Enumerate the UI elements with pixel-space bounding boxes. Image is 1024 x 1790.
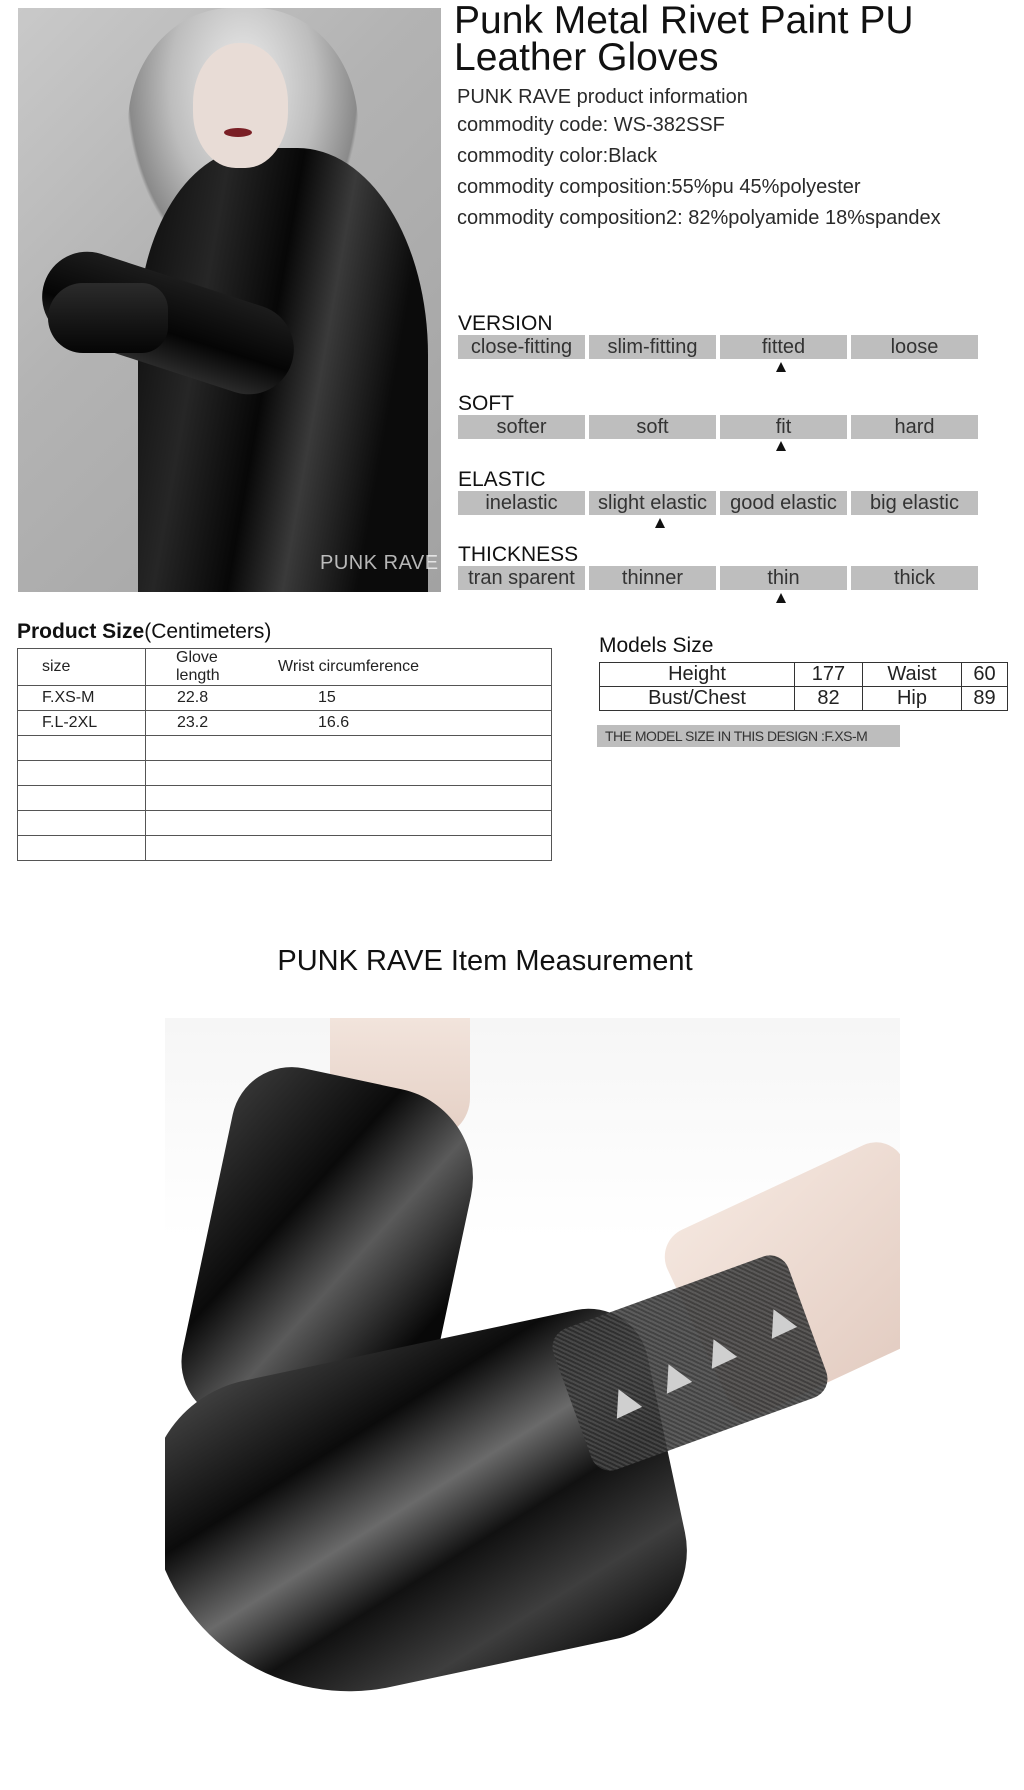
model-photo xyxy=(18,8,441,592)
table-cell xyxy=(18,786,146,811)
elastic-option: big elastic xyxy=(851,491,978,515)
version-option: fitted xyxy=(720,335,847,359)
version-option: close-fitting xyxy=(458,335,585,359)
model-size-note: THE MODEL SIZE IN THIS DESIGN :F.XS-M xyxy=(597,725,900,747)
table-row xyxy=(18,736,552,761)
table-cell: 16.6 xyxy=(247,711,552,736)
table-cell xyxy=(146,736,248,761)
table-cell: Hip xyxy=(862,687,961,711)
table-cell: 22.8 xyxy=(146,686,248,711)
elastic-label: ELASTIC xyxy=(458,468,546,491)
table-cell xyxy=(247,836,552,861)
table-header-cell: Glove length xyxy=(146,649,248,686)
table-cell: 60 xyxy=(962,663,1008,687)
version-scale xyxy=(458,335,978,359)
thickness-scale xyxy=(458,566,978,590)
table-cell: 23.2 xyxy=(146,711,248,736)
table-header-cell: size xyxy=(18,649,146,686)
elastic-option: inelastic xyxy=(458,491,585,515)
table-header-cell: Wrist circumference xyxy=(247,649,552,686)
table-row xyxy=(18,786,552,811)
elastic-option: good elastic xyxy=(720,491,847,515)
version-option: slim-fitting xyxy=(589,335,716,359)
table-cell: 89 xyxy=(962,687,1008,711)
commodity-code: commodity code: WS-382SSF xyxy=(457,114,725,136)
commodity-composition: commodity composition:55%pu 45%polyester xyxy=(457,176,861,198)
table-cell: F.L-2XL xyxy=(18,711,146,736)
elastic-scale xyxy=(458,491,978,515)
thickness-option: thinner xyxy=(589,566,716,590)
product-size-table xyxy=(17,648,552,861)
version-label: VERSION xyxy=(458,312,553,335)
product-title: Punk Metal Rivet Paint PU Leather Gloves xyxy=(454,0,914,79)
table-cell: Height xyxy=(600,663,795,687)
gloves-product-photo xyxy=(165,1018,900,1753)
commodity-composition2: commodity composition2: 82%polyamide 18%spandex xyxy=(457,207,941,229)
table-cell: Waist xyxy=(862,663,961,687)
table-row xyxy=(18,761,552,786)
table-cell xyxy=(18,836,146,861)
table-cell xyxy=(18,811,146,836)
brand-info: PUNK RAVE product information xyxy=(457,86,748,108)
version-option: loose xyxy=(851,335,978,359)
table-cell: 177 xyxy=(795,663,863,687)
table-cell: 15 xyxy=(247,686,552,711)
soft-label: SOFT xyxy=(458,392,514,415)
soft-option: fit xyxy=(720,415,847,439)
table-row xyxy=(18,686,552,711)
thickness-label: THICKNESS xyxy=(458,543,579,566)
thickness-selected-marker xyxy=(776,593,786,603)
table-cell xyxy=(247,786,552,811)
table-cell xyxy=(18,736,146,761)
table-cell xyxy=(146,761,248,786)
photo-watermark: PUNK RAVE xyxy=(320,552,439,574)
commodity-color: commodity color:Black xyxy=(457,145,658,167)
table-cell xyxy=(146,811,248,836)
version-selected-marker xyxy=(776,362,786,372)
table-cell xyxy=(247,761,552,786)
table-cell xyxy=(146,836,248,861)
table-row xyxy=(600,663,1008,687)
table-header-row xyxy=(18,649,552,686)
table-cell xyxy=(247,736,552,761)
table-cell xyxy=(247,811,552,836)
table-row xyxy=(18,836,552,861)
soft-option: soft xyxy=(589,415,716,439)
model-lips xyxy=(224,128,252,137)
elastic-option: slight elastic xyxy=(589,491,716,515)
soft-scale xyxy=(458,415,978,439)
table-cell: F.XS-M xyxy=(18,686,146,711)
soft-option: softer xyxy=(458,415,585,439)
measurement-title: PUNK RAVE Item Measurement xyxy=(277,945,693,977)
table-row xyxy=(600,687,1008,711)
model-size-title: Models Size xyxy=(599,634,714,657)
table-cell xyxy=(146,786,248,811)
product-size-title: Product Size(Centimeters) xyxy=(17,620,272,643)
table-cell xyxy=(18,761,146,786)
gloved-hand xyxy=(48,283,168,353)
thickness-option: thick xyxy=(851,566,978,590)
table-cell: Bust/Chest xyxy=(600,687,795,711)
soft-selected-marker xyxy=(776,441,786,451)
thickness-option: thin xyxy=(720,566,847,590)
soft-option: hard xyxy=(851,415,978,439)
model-size-table xyxy=(599,662,1008,711)
table-row xyxy=(18,711,552,736)
thickness-option: tran sparent xyxy=(458,566,585,590)
elastic-selected-marker xyxy=(655,518,665,528)
mesh-cuff xyxy=(547,1250,833,1476)
table-cell: 82 xyxy=(795,687,863,711)
table-row xyxy=(18,811,552,836)
model-face xyxy=(193,43,288,168)
